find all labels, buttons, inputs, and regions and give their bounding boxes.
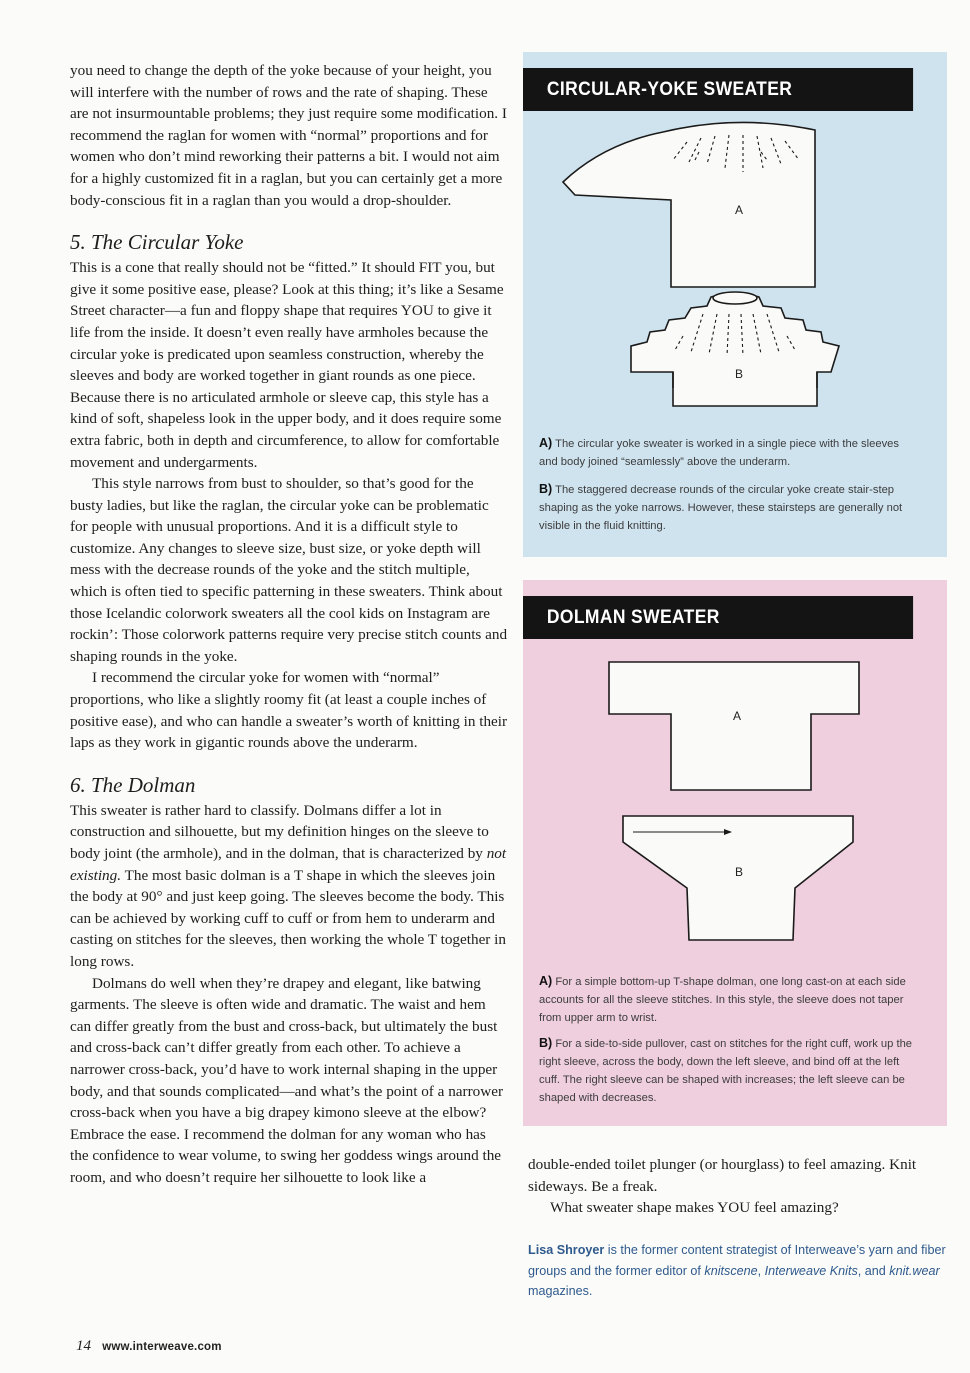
dolman-diagram-a bbox=[609, 662, 859, 790]
dolman-caption-b-label: B) bbox=[539, 1036, 553, 1050]
dolman-diagram-b-label: B bbox=[735, 865, 744, 879]
yoke-caption-b bbox=[539, 480, 917, 535]
dolman-caption-b bbox=[539, 1034, 917, 1107]
dolman-title: DOLMAN SWEATER bbox=[523, 596, 913, 639]
circular-yoke-diagrams bbox=[523, 52, 947, 432]
dolman-caption-a-label: A) bbox=[539, 974, 553, 988]
yoke-caption-a-label: A) bbox=[539, 436, 553, 450]
circular-yoke-title: CIRCULAR-YOKE SWEATER bbox=[523, 68, 913, 111]
bio-magazine-1: knitscene bbox=[704, 1263, 758, 1278]
bio-magazine-2: Interweave Knits bbox=[764, 1263, 858, 1278]
circular-yoke-paragraph-3: I recommend the circular yoke for women with “normal” proportions, who like a slightly roomy fit (at least a couple inches of positive ease), and who can handle a sweater’s worth of knitting in their laps as they work in gigantic rounds above the underarm. bbox=[70, 669, 508, 752]
circular-yoke-paragraph-2: This style narrows from bust to shoulder, so that’s good for the busty ladies, but like the raglan, the circular yoke can be problematic for people with unusual proportions. And it is a difficult style to customize. Any changes to sleeve size, bust size, or yoke depth will mess with the decrease rounds of the yoke and the stitch multiple, which is often tied to specific patterning in these sweaters. Think about those Icelandic colorwork sweaters all the cool kids on Instagram are rockin’: Those colorwork patterns require very precise stitch counts and shaping rounds in the yoke. bbox=[70, 475, 508, 665]
bio-magazine-3: knit.wear bbox=[889, 1263, 940, 1278]
author-bio bbox=[528, 1240, 948, 1302]
yoke-caption-a-text: The circular yoke sweater is worked in a single piece with the sleeves and body joined “seamlessly” above the underarm. bbox=[539, 438, 899, 468]
right-paragraph-2: What sweater shape makes YOU feel amazing? bbox=[550, 1199, 839, 1217]
yoke-diagram-a bbox=[563, 122, 815, 287]
section-heading-dolman: 6. The Dolman bbox=[70, 772, 196, 797]
circular-yoke-sidebar bbox=[523, 52, 947, 557]
dolman-sidebar bbox=[523, 580, 947, 1126]
yoke-caption-b-label: B) bbox=[539, 482, 553, 496]
page-number: 14 bbox=[76, 1338, 91, 1354]
section-heading-circular-yoke: 5. The Circular Yoke bbox=[70, 230, 244, 255]
bio-sep-2: , and bbox=[857, 1263, 890, 1278]
right-column bbox=[528, 1154, 948, 1219]
dolman-diagram-a-label: A bbox=[733, 709, 742, 723]
dolman-diagrams bbox=[523, 580, 947, 970]
dolman-paragraph-2: Dolmans do well when they’re drapey and elegant, like batwing garments. The sleeve is often wide and dramatic. The waist and hem can differ greatly from the bust and cross-back, but ultimately the bust and cross-back can’t differ greatly from each other. To achieve a narrower cross-back, you’d have to work internal shaping in the upper body, and that sounds complicated—and what’s the point of a narrower cross-back when you have a big drapey kimono sleeve at the elbow? Embrace the ease. I recommend the dolman for any woman who has the confidence to wear volume, to swing her goddess wings around the room, and who doesn’t require her silhouette to look like a bbox=[70, 974, 504, 1186]
yoke-diagram-b-label: B bbox=[735, 367, 744, 381]
bio-sep-1: , bbox=[757, 1263, 765, 1278]
yoke-caption-b-text: The staggered decrease rounds of the circular yoke create stair-step shaping as the yoke narrows. However, these stairsteps are generally not visible in the fluid knitting. bbox=[539, 484, 903, 532]
intro-paragraph: you need to change the depth of the yoke because of your height, you will interfere with the number of rows and the rate of shaping. These are not insurmountable problems; they just require some modification. I recommend the raglan for women with “normal” proportions and for women who don’t mind reworking their patterns a bit. I would not aim for a highly customized fit in a raglan, but you can certainly get a more body-conscious fit in a raglan than you would a drop-shoulder. bbox=[70, 62, 507, 209]
author-name: Lisa Shroyer bbox=[528, 1243, 605, 1257]
dolman-caption-a bbox=[539, 972, 917, 1027]
yoke-diagram-a-label: A bbox=[735, 203, 744, 217]
yoke-diagram-b bbox=[631, 292, 839, 406]
circular-yoke-paragraph-1: This is a cone that really should not be “fitted.” It should FIT you, but give it some positive ease, please? Look at this thing; it’s like a Sesame Street character—a fun and floppy shape that requires YOU to give it life from the inside. It doesn’t even really have armholes because the circular yoke is predicated upon seamless construction, whereby the sleeves and body are worked together in giant rounds as one piece. Because there is no articulated armhole or sleeve cap, this style has a kind of soft, shapeless look in the upper body, and it does require some extra fabric, both in depth and circumference, to allow for comfortable movement and undergarments. bbox=[70, 259, 504, 471]
dolman-paragraph-1 bbox=[70, 800, 508, 973]
dolman-p1-italic: not existing. bbox=[70, 845, 507, 884]
yoke-caption-a bbox=[539, 434, 917, 471]
dolman-p1-before: This sweater is rather hard to classify. Dolmans differ a lot in construction and silhouette, but my definition hinges on the sleeve to body joint (the armhole), and in the dolman, that is characterized by bbox=[70, 801, 489, 862]
right-paragraph-1: double-ended toilet plunger (or hourglass) to feel amazing. Knit sideways. Be a freak. bbox=[528, 1156, 917, 1195]
page-footer bbox=[76, 1338, 222, 1355]
left-column bbox=[70, 60, 508, 1189]
dolman-p1-after: The most basic dolman is a T shape in which the sleeves join the body at 90° and just keep going. The sleeves become the body. This can be achieved by working cuff to cuff or from hem to underarm and casting on stitches for the sleeves, then working the whole T together in long rows. bbox=[70, 866, 506, 970]
bio-text-after: magazines. bbox=[528, 1284, 593, 1298]
bio-text-before: is the former content strategist of Interweave’s yarn and fiber groups and the former editor of bbox=[528, 1243, 946, 1278]
dolman-caption-a-text: For a simple bottom-up T-shape dolman, one long cast-on at each side accounts for all the sleeve stitches. In this style, the sleeve does not taper from upper arm to wrist. bbox=[539, 976, 906, 1024]
footer-url: www.interweave.com bbox=[102, 1341, 222, 1353]
dolman-caption-b-text: For a side-to-side pullover, cast on stitches for the right cuff, work up the right sleeve, across the body, down the left sleeve, and bind off at the left cuff. The right sleeve can be shaped with increases; the left sleeve can be shaped with decreases. bbox=[539, 1038, 913, 1104]
